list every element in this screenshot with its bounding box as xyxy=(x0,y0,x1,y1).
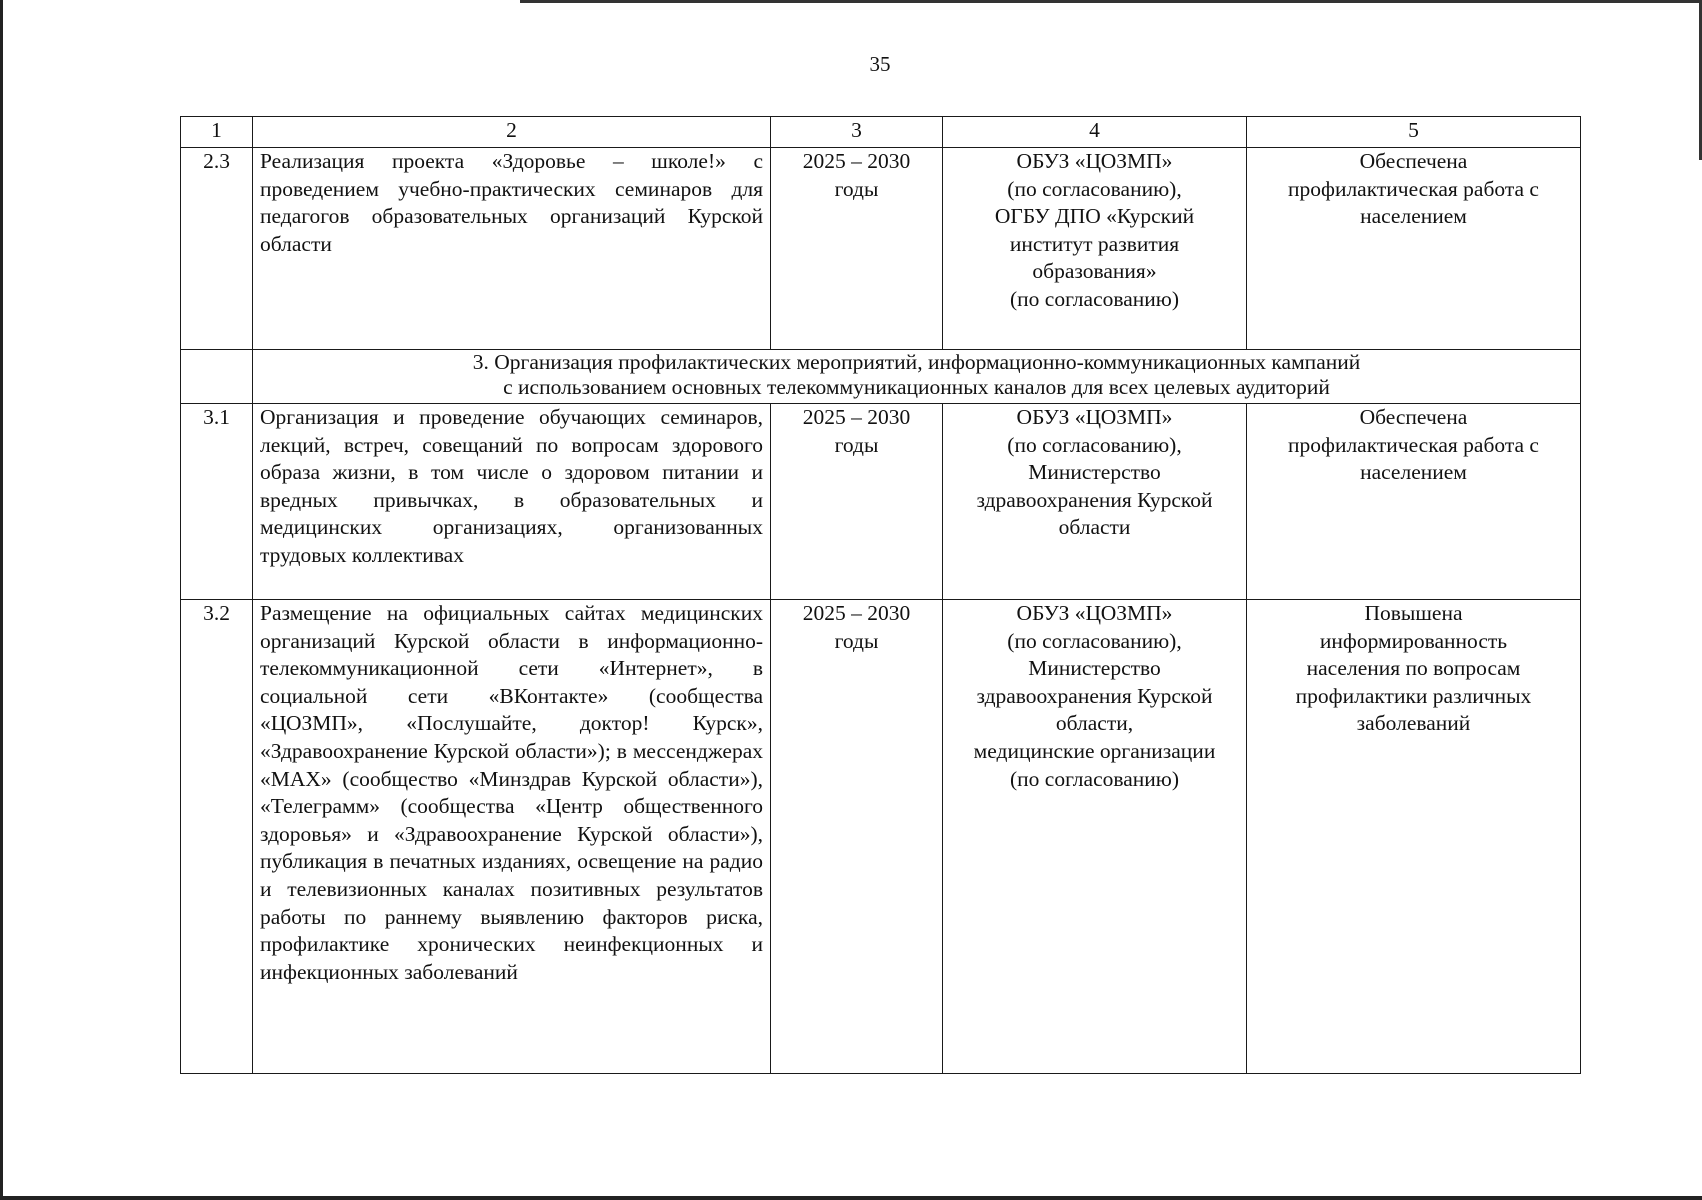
executor-line: области, xyxy=(1055,711,1134,736)
period-line: 2025 – 2030 xyxy=(802,405,911,429)
section-row xyxy=(181,350,1581,404)
result-line: населением xyxy=(1360,460,1467,485)
row-description: Размещение на официальных сайтах медицинских организаций Курской области в информационно-телекоммуникационной сети «Интернет», в социальной сети «ВКонтакте» (сообщества «ЦОЗМП», «Послушайте, доктор! Курск», «Здравоохранение Курской области»); в мессенджерах «MAX» (сообщество «Минздрав Курской области»), «Телеграмм» (сообщества «Центр общественного здоровья» и «Здравоохранение Курской области»), публикация в печатных изданиях, освещение на радио и телевизионных каналах позитивных результатов работы по раннему выявлению факторов риска, профилактике хронических неинфекционных и инфекционных заболеваний xyxy=(253,600,771,1074)
scan-edge-top xyxy=(520,0,1702,3)
result-line: заболеваний xyxy=(1356,711,1471,736)
result-line: профилактическая работа с xyxy=(1288,432,1539,457)
section-title xyxy=(253,350,1581,404)
row-number: 2.3 xyxy=(181,148,253,350)
executor-line: (по согласованию), xyxy=(1007,628,1182,653)
result-line: населением xyxy=(1360,204,1467,229)
executor-line: ОБУЗ «ЦОЗМП» xyxy=(1016,405,1173,429)
row-number: 3.1 xyxy=(181,404,253,600)
executor-line: (по согласованию), xyxy=(1007,432,1182,457)
period-line: 2025 – 2030 xyxy=(802,601,911,625)
table-row xyxy=(181,600,1581,1074)
row-number: 3.2 xyxy=(181,600,253,1074)
row-description: Реализация проекта «Здоровье – школе!» с проведением учебно-практических семинаров для педагогов образовательных организаций Курской области xyxy=(253,148,771,350)
header-cell-1: 1 xyxy=(181,117,253,148)
row-executor xyxy=(943,148,1247,350)
executor-line: (по согласованию) xyxy=(1009,766,1180,791)
header-row xyxy=(181,117,1581,148)
row-period xyxy=(771,404,943,600)
row-result xyxy=(1247,404,1581,600)
executor-line: ОБУЗ «ЦОЗМП» xyxy=(1016,149,1173,173)
executor-line: (по согласованию), xyxy=(1007,176,1182,201)
page-number: 35 xyxy=(869,52,891,76)
row-executor xyxy=(943,404,1247,600)
header-cell-2: 2 xyxy=(253,117,771,148)
executor-line: здравоохранения Курской xyxy=(976,487,1213,512)
period-line: годы xyxy=(834,628,879,653)
executor-line: Министерство xyxy=(1028,656,1161,681)
executor-line: здравоохранения Курской xyxy=(976,683,1213,708)
plan-table xyxy=(180,116,1581,1074)
scan-edge-left xyxy=(0,0,3,1200)
executor-line: Министерство xyxy=(1028,460,1161,485)
row-period xyxy=(771,600,943,1074)
result-line: Повышена xyxy=(1364,601,1463,625)
header-cell-5: 5 xyxy=(1247,117,1581,148)
result-line: профилактическая работа с xyxy=(1288,176,1539,201)
row-description: Организация и проведение обучающих семинаров, лекций, встреч, совещаний по вопросам здорового образа жизни, в том числе о здоровом питании и вредных привычках, в образовательных и медицинских организациях, организованных трудовых коллективах xyxy=(253,404,771,600)
executor-line: медицинские организации xyxy=(973,738,1216,763)
result-line: Обеспечена xyxy=(1359,405,1468,429)
executor-line: области xyxy=(1058,515,1131,540)
period-line: годы xyxy=(834,432,879,457)
result-line: информированность xyxy=(1319,628,1508,653)
period-line: 2025 – 2030 xyxy=(802,149,911,173)
period-line: годы xyxy=(834,176,879,201)
executor-line: образования» xyxy=(1032,259,1157,284)
executor-line: (по согласованию) xyxy=(1009,286,1180,311)
row-result xyxy=(1247,600,1581,1074)
scan-edge-bottom xyxy=(0,1196,1702,1200)
result-line: населения по вопросам xyxy=(1306,656,1521,681)
executor-line: институт развития xyxy=(1009,231,1180,256)
row-result xyxy=(1247,148,1581,350)
section-number-cell xyxy=(181,350,253,404)
executor-line: ОГБУ ДПО «Курский xyxy=(994,204,1195,229)
section-title-line: с использованием основных телекоммуникационных каналов для всех целевых аудиторий xyxy=(503,375,1330,399)
table-row xyxy=(181,404,1581,600)
section-title-line: 3. Организация профилактических мероприятий, информационно-коммуникационных кампаний xyxy=(472,350,1361,374)
row-period xyxy=(771,148,943,350)
header-cell-4: 4 xyxy=(943,117,1247,148)
row-executor xyxy=(943,600,1247,1074)
table-row xyxy=(181,148,1581,350)
result-line: профилактики различных xyxy=(1295,683,1532,708)
header-cell-3: 3 xyxy=(771,117,943,148)
result-line: Обеспечена xyxy=(1359,149,1468,173)
executor-line: ОБУЗ «ЦОЗМП» xyxy=(1016,601,1173,625)
